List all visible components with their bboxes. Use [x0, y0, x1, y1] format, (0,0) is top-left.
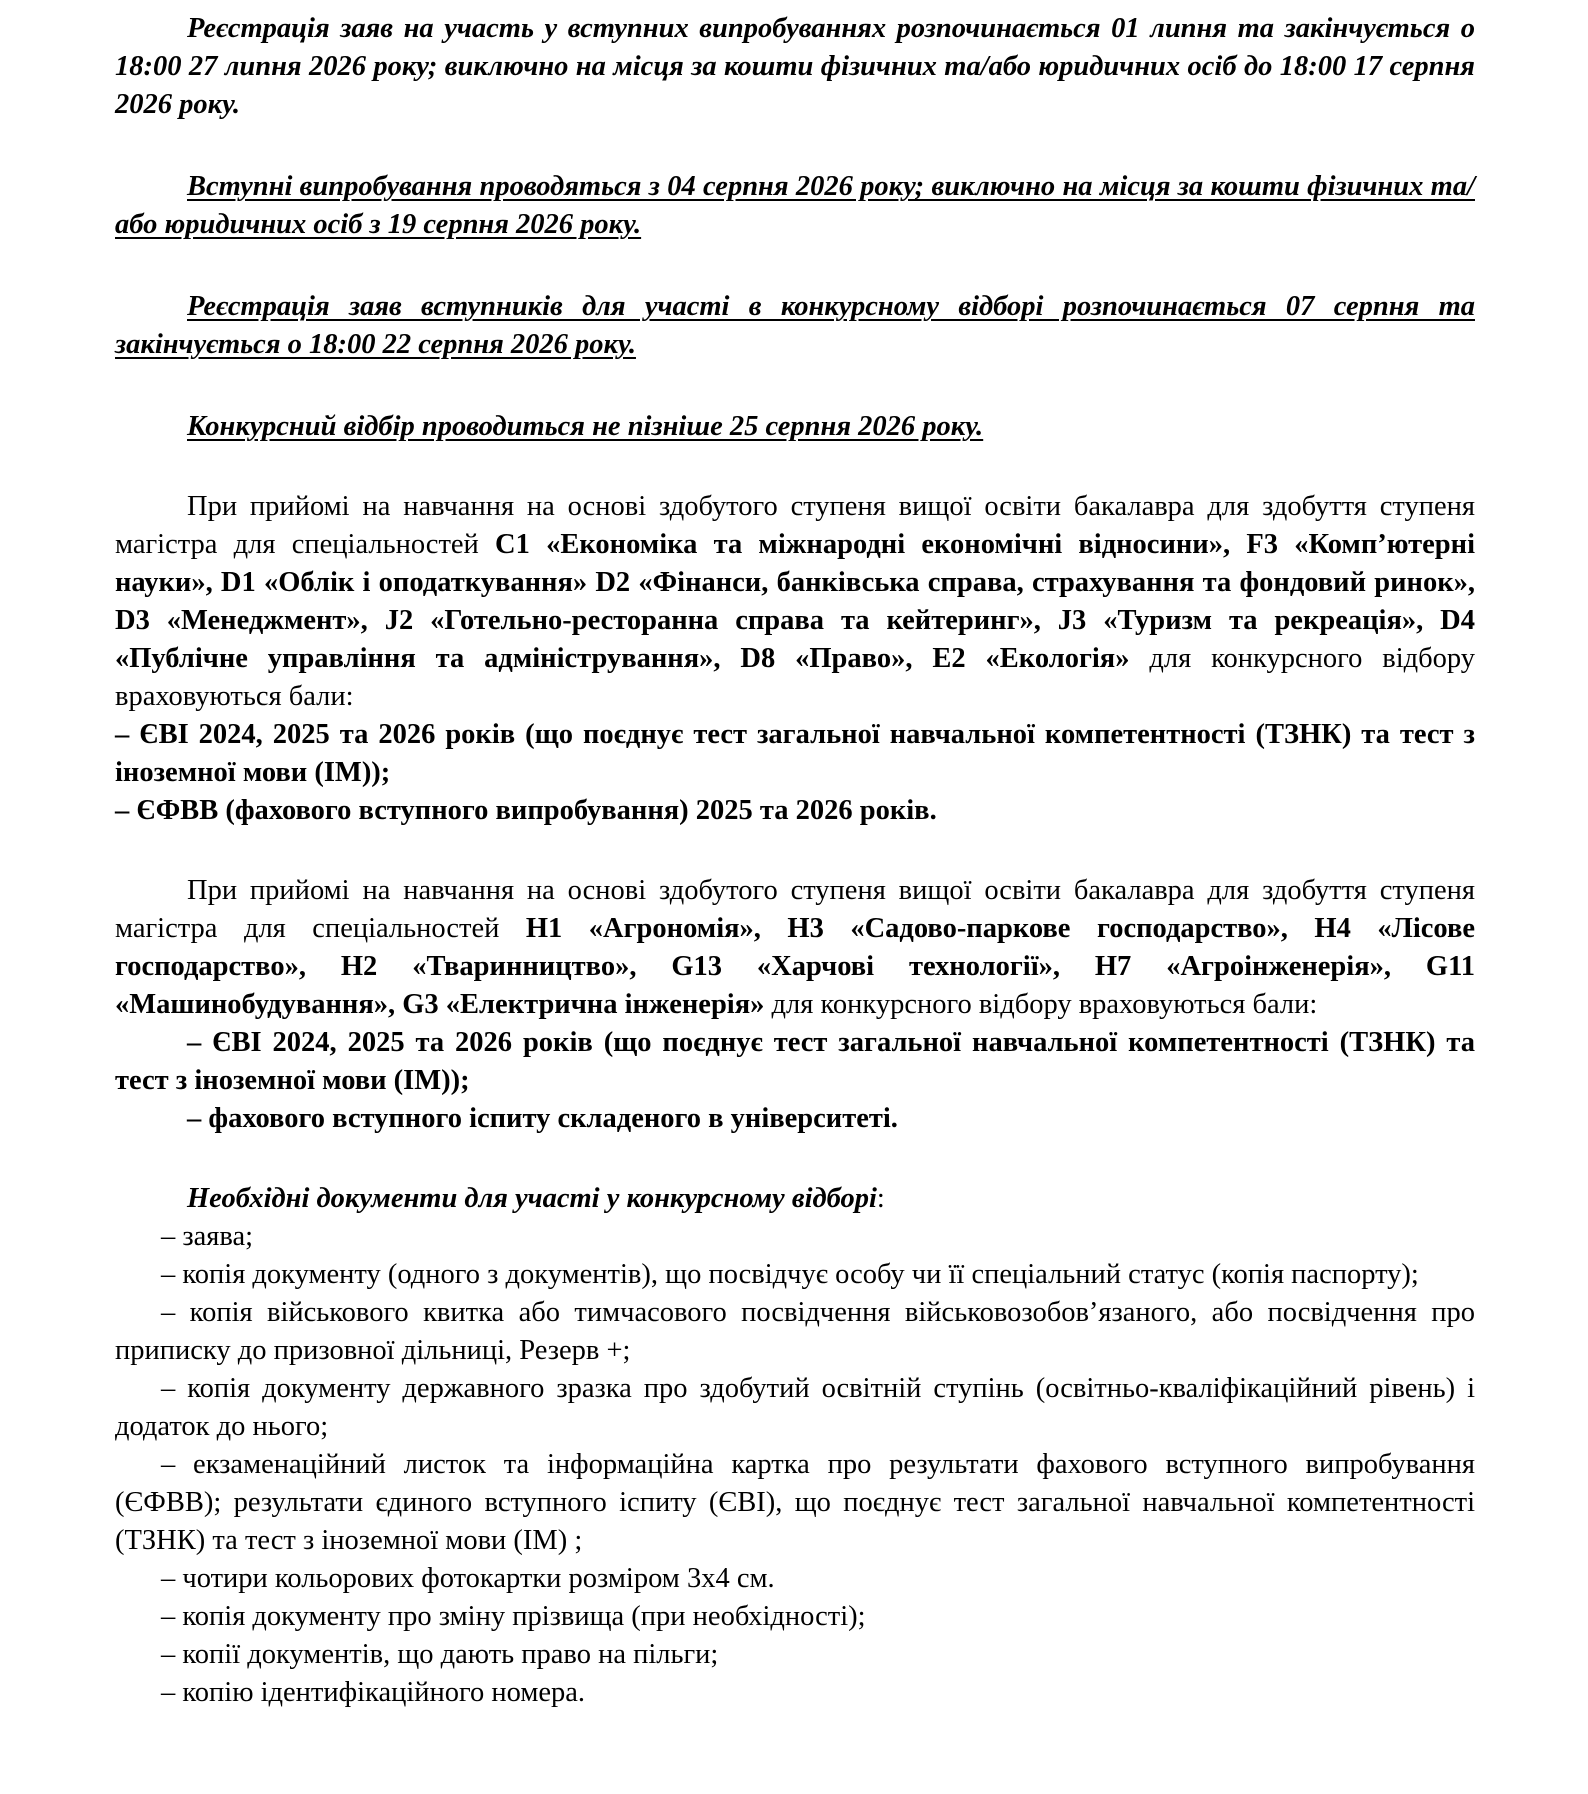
- section2-item-exam: – фахового вступного іспиту складеного в університеті.: [187, 1103, 898, 1134]
- document-page: [115, 0, 1475, 1712]
- section1-tail: для конкурсного відбору враховуються бали:: [115, 643, 1476, 712]
- section1-paragraph: [115, 488, 1475, 716]
- document-item: – копію ідентифікаційного номера.: [161, 1677, 586, 1708]
- section1-item-efvv: – ЄФВВ (фахового вступного випробування) 2025 та 2026 років.: [115, 795, 937, 826]
- spacer: [115, 124, 1475, 168]
- documents-heading-text: Необхідні документи для участі у конкурсному відборі: [187, 1183, 877, 1214]
- document-item: – заява;: [161, 1221, 254, 1252]
- document-item: – екзаменаційний листок та інформаційна картка про результати фахового вступного випробування (ЄФВВ); результати єдиного вступного іспиту (ЄВІ), що поєднує тест загальної навчальної компетентності (ТЗНК) та тест з іноземної мови (ІМ) ;: [115, 1449, 1475, 1556]
- document-item: – чотири кольорових фотокартки розміром 3х4 см.: [161, 1563, 775, 1594]
- spacer: [115, 244, 1475, 288]
- documents-heading-colon: :: [876, 1183, 885, 1214]
- documents-heading: [115, 1180, 1475, 1218]
- spacer: [115, 1138, 1475, 1180]
- section2-paragraph: [115, 872, 1475, 1024]
- spacer: [115, 446, 1475, 488]
- announcement-registration-exams: Реєстрація заяв на участь у вступних випробуваннях розпочинається 01 липня та закінчується о 18:00 27 липня 2026 року; виключно на місця за кошти фізичних та/або юридичних осіб до 18:00 17 серпня 2026 року.: [115, 13, 1475, 120]
- document-item: – копія документу (одного з документів), що посвідчує особу чи її спеціальний статус (копія паспорту);: [161, 1259, 1419, 1290]
- section2-item-evi: – ЄВІ 2024, 2025 та 2026 років (що поєднує тест загальної навчальної компетентності (ТЗНК) та тест з іноземної мови (ІМ));: [115, 1027, 1475, 1096]
- announcement-competition-date: Конкурсний відбір проводиться не пізніше 25 серпня 2026 року.: [187, 411, 984, 442]
- document-item: – копія військового квитка або тимчасового посвідчення військовозобов’язаного, або посвідчення про приписку до призовної дільниці, Резерв +;: [115, 1297, 1475, 1366]
- announcement-entrance-tests: Вступні випробування проводяться з 04 серпня 2026 року; виключно на місця за кошти фізичних та/або юридичних осіб з 19 серпня 2026 року.: [115, 171, 1475, 240]
- section1-intro: При прийомі на навчання на основі здобутого ступеня вищої освіти бакалавра для здобуття ступеня магістра для спеціальностей: [115, 491, 1475, 560]
- spacer: [115, 830, 1475, 872]
- section1-item-evi: – ЄВІ 2024, 2025 та 2026 років (що поєднує тест загальної навчальної компетентності (ТЗНК) та тест з іноземної мови (ІМ));: [115, 719, 1475, 788]
- documents-list: [115, 1218, 1475, 1712]
- document-item: – копія документу про зміну прізвища (при необхідності);: [161, 1601, 866, 1632]
- section2-specialties: H1 «Агрономія», H3 «Садово-паркове господарство», H4 «Лісове господарство», H2 «Тваринництво», G13 «Харчові технології», H7 «Агроінженерія», G11 «Машинобудування», G3 «Електрична інженерія»: [115, 913, 1475, 1020]
- document-item: – копія документу державного зразка про здобутий освітній ступінь (освітньо-кваліфікаційний рівень) і додаток до нього;: [115, 1373, 1475, 1442]
- section2-intro: При прийомі на навчання на основі здобутого ступеня вищої освіти бакалавра для здобуття ступеня магістра для спеціальностей: [115, 875, 1475, 944]
- spacer: [115, 364, 1475, 408]
- section2-tail: для конкурсного відбору враховуються бали:: [764, 989, 1318, 1020]
- section1-specialties: C1 «Економіка та міжнародні економічні відносини», F3 «Комп’ютерні науки», D1 «Облік і оподаткування» D2 «Фінанси, банківська справа, страхування та фондовий ринок», D3 «Менеджмент», J2 «Готельно-ресторанна справа та кейтеринг», J3 «Туризм та рекреація», D4 «Публічне управління та адміністрування», D8 «Право», E2 «Екологія»: [115, 529, 1475, 674]
- announcement-registration-competition: Реєстрація заяв вступників для участі в конкурсному відборі розпочинається 07 серпня та закінчується о 18:00 22 серпня 2026 року.: [115, 291, 1475, 360]
- document-item: – копії документів, що дають право на пільги;: [161, 1639, 719, 1670]
